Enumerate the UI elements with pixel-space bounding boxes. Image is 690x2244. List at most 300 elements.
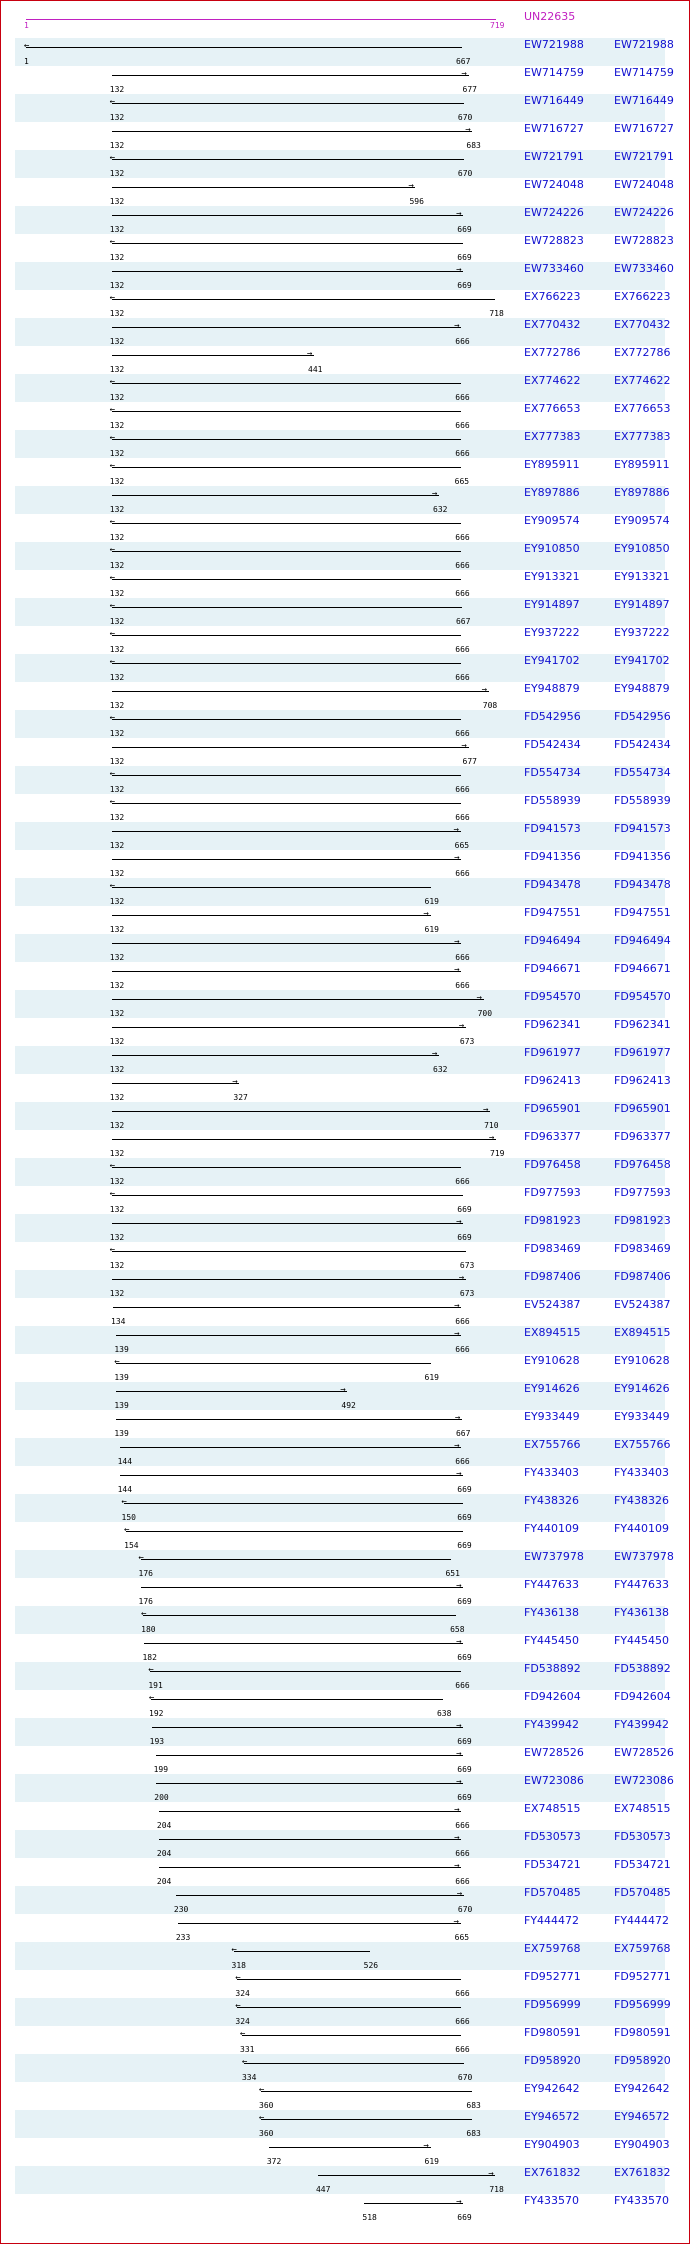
arrow-right-icon: → (456, 265, 462, 275)
arrow-right-icon: → (488, 2169, 494, 2179)
accession-link-secondary[interactable]: EY895911 (614, 458, 670, 471)
arrow-right-icon: → (456, 209, 462, 219)
accession-link[interactable]: FD558939 (524, 794, 581, 807)
accession-link-secondary[interactable]: FD530573 (614, 1830, 671, 1843)
alignment-row (15, 458, 670, 486)
accession-link[interactable]: EX766223 (524, 290, 581, 303)
accession-link[interactable]: FD983469 (524, 1242, 581, 1255)
accession-link[interactable]: EW733460 (524, 262, 584, 275)
accession-link-secondary[interactable]: EW714759 (614, 66, 674, 79)
accession-link[interactable]: EW723086 (524, 1774, 584, 1787)
alignment-bar (116, 1419, 462, 1420)
alignment-bar (112, 411, 462, 412)
alignment-bar (116, 1391, 347, 1392)
alignment-bar (112, 439, 462, 440)
accession-link[interactable]: FY444472 (524, 1914, 580, 1927)
start-position: 132 (109, 701, 125, 710)
accession-link[interactable]: EY910628 (524, 1354, 580, 1367)
alignment-row (15, 710, 671, 738)
accession-link-secondary[interactable]: FD538892 (614, 1662, 671, 1675)
accession-link[interactable]: FY438326 (524, 1494, 580, 1507)
accession-link-secondary[interactable]: EW724048 (614, 178, 674, 191)
accession-link-secondary[interactable]: EX772786 (614, 346, 671, 359)
start-position: 144 (117, 1457, 133, 1466)
end-position: 619 (424, 897, 439, 906)
accession-link[interactable]: FD542434 (524, 738, 581, 751)
accession-link-secondary[interactable]: FY440109 (614, 1522, 670, 1535)
end-position: 658 (450, 1625, 465, 1634)
accession-link-secondary[interactable]: EX759768 (614, 1942, 671, 1955)
alignment-row (15, 794, 671, 822)
arrow-left-icon: ← (259, 2113, 265, 2123)
accession-link[interactable]: EY914626 (524, 1382, 580, 1395)
accession-link-secondary[interactable]: EX777383 (614, 430, 671, 443)
accession-link-secondary[interactable]: EY910628 (614, 1354, 670, 1367)
accession-link[interactable]: EY948879 (524, 682, 580, 695)
accession-link[interactable]: EX772786 (524, 346, 581, 359)
accession-link[interactable]: FD946494 (524, 934, 581, 947)
accession-link[interactable]: FY440109 (524, 1522, 580, 1535)
accession-link[interactable]: FY436138 (524, 1606, 580, 1619)
start-position: 324 (235, 2017, 250, 2026)
alignment-bar (112, 775, 462, 776)
alignment-row (15, 318, 671, 346)
accession-link[interactable]: FY433570 (524, 2194, 580, 2207)
alignment-row (15, 1046, 671, 1074)
end-position: 665 (454, 841, 470, 850)
alignment-bar (237, 2007, 461, 2008)
end-position: 669 (457, 281, 472, 290)
accession-link-secondary[interactable]: EX776653 (614, 402, 671, 415)
accession-link-secondary[interactable]: EW737978 (614, 1550, 674, 1563)
accession-link-secondary[interactable]: FD952771 (614, 1970, 671, 1983)
accession-link-secondary[interactable]: FD941573 (614, 822, 671, 835)
accession-link[interactable]: FY445450 (524, 1634, 580, 1647)
accession-link-secondary[interactable]: EY946572 (614, 2110, 670, 2123)
accession-link[interactable]: EY937222 (524, 626, 580, 639)
accession-link[interactable]: FD946671 (524, 962, 581, 975)
accession-link[interactable]: EX770432 (524, 318, 581, 331)
alignment-bar (112, 1139, 496, 1140)
accession-link[interactable]: FD963377 (524, 1130, 581, 1143)
start-position: 144 (117, 1485, 133, 1494)
end-position: 669 (457, 225, 472, 234)
start-position: 132 (109, 1037, 125, 1046)
alignment-row (15, 1746, 674, 1774)
start-position: 176 (138, 1569, 153, 1578)
accession-link-secondary[interactable]: EW728526 (614, 1746, 674, 1759)
accession-link-secondary[interactable]: FD941356 (614, 850, 671, 863)
end-position: 669 (457, 1765, 472, 1774)
alignment-bar (112, 635, 462, 636)
end-position: 677 (462, 85, 477, 94)
end-position: 619 (424, 1373, 439, 1382)
end-position: 670 (457, 1905, 473, 1914)
alignment-bar (151, 1699, 443, 1700)
accession-link-secondary[interactable]: EX761832 (614, 2166, 671, 2179)
accession-link-secondary[interactable]: EX766223 (614, 290, 671, 303)
accession-link[interactable]: FD965901 (524, 1102, 581, 1115)
alignment-row (15, 1886, 671, 1914)
start-position: 132 (109, 421, 125, 430)
alignment-row (15, 430, 671, 458)
start-position: 230 (173, 1905, 189, 1914)
accession-link-secondary[interactable]: EY904903 (614, 2138, 670, 2151)
accession-link-secondary[interactable]: FY433570 (614, 2194, 670, 2207)
start-position: 132 (109, 477, 125, 486)
alignment-bar (178, 1923, 461, 1924)
start-position: 132 (109, 253, 125, 262)
start-position: 447 (315, 2185, 331, 2194)
arrow-right-icon: → (453, 1917, 460, 1927)
arrow-right-icon: → (456, 1889, 463, 1899)
accession-link-secondary[interactable]: FD570485 (614, 1886, 671, 1899)
end-position: 669 (457, 253, 472, 262)
accession-link[interactable]: EW728526 (524, 1746, 584, 1759)
alignment-bar (112, 1279, 466, 1280)
accession-link-secondary[interactable]: FD956999 (614, 1998, 671, 2011)
start-position: 150 (121, 1513, 136, 1522)
alignment-row (15, 66, 674, 94)
alignment-bar (26, 19, 496, 20)
accession-link-secondary[interactable]: FD961977 (614, 1046, 671, 1059)
alignment-bar (112, 215, 464, 216)
start-position: 139 (114, 1401, 129, 1410)
start-position: 132 (109, 365, 125, 374)
accession-link-secondary[interactable]: EY948879 (614, 682, 670, 695)
start-position: 204 (156, 1849, 172, 1858)
alignment-bar (112, 747, 469, 748)
accession-link-secondary[interactable]: FY445450 (614, 1634, 670, 1647)
alignment-row (15, 962, 671, 990)
accession-link[interactable]: FD538892 (524, 1662, 581, 1675)
accession-link-secondary[interactable]: FY436138 (614, 1606, 670, 1619)
accession-link-secondary[interactable]: EY941702 (614, 654, 670, 667)
start-position: 132 (109, 533, 125, 542)
accession-link-secondary[interactable]: FY447633 (614, 1578, 670, 1591)
arrow-left-icon: ← (109, 433, 116, 443)
accession-link[interactable]: EY904903 (524, 2138, 580, 2151)
accession-link-secondary[interactable]: EY910850 (614, 542, 670, 555)
accession-link[interactable]: FD942604 (524, 1690, 581, 1703)
accession-link[interactable]: EW721988 (524, 38, 584, 51)
accession-link[interactable]: FD542956 (524, 710, 581, 723)
accession-link[interactable]: FY439942 (524, 1718, 580, 1731)
arrow-left-icon: ← (109, 601, 116, 611)
accession-link[interactable]: FD570485 (524, 1886, 581, 1899)
alignment-row (15, 598, 670, 626)
accession-link[interactable]: FD977593 (524, 1186, 581, 1199)
accession-link[interactable]: EY914897 (524, 598, 580, 611)
end-position: 667 (455, 1429, 471, 1438)
arrow-right-icon: → (456, 1581, 462, 1591)
start-position: 132 (109, 981, 125, 990)
accession-link[interactable]: FY447633 (524, 1578, 580, 1591)
accession-link-secondary[interactable]: FD558939 (614, 794, 671, 807)
start-position: 132 (109, 1177, 125, 1186)
accession-link[interactable]: FD987406 (524, 1270, 581, 1283)
alignment-bar (234, 1951, 370, 1952)
accession-link-secondary[interactable]: EW716727 (614, 122, 674, 135)
arrow-right-icon: → (423, 2141, 429, 2151)
alignment-row (15, 2110, 670, 2138)
accession-link-secondary[interactable]: FY438326 (614, 1494, 670, 1507)
accession-link[interactable]: EX748515 (524, 1802, 581, 1815)
accession-link-secondary[interactable]: FD946494 (614, 934, 671, 947)
arrow-left-icon: ← (109, 797, 116, 807)
alignment-row (15, 1242, 671, 1270)
accession-link[interactable]: EY913321 (524, 570, 580, 583)
alignment-bar (112, 243, 464, 244)
accession-link[interactable]: FD962341 (524, 1018, 581, 1031)
accession-link-secondary[interactable]: EY914897 (614, 598, 670, 611)
alignment-row (15, 402, 671, 430)
end-position: 666 (455, 729, 470, 738)
alignment-row (15, 38, 674, 66)
accession-link-secondary[interactable]: FD965901 (614, 1102, 671, 1115)
accession-link[interactable]: FD976458 (524, 1158, 581, 1171)
accession-link-secondary[interactable]: EY913321 (614, 570, 670, 583)
accession-link-secondary[interactable]: FY439942 (614, 1718, 670, 1731)
accession-link-secondary[interactable]: EY933449 (614, 1410, 670, 1423)
end-position: 719 (490, 21, 505, 30)
accession-link-secondary[interactable]: FD980591 (614, 2026, 671, 2039)
accession-link[interactable]: EY909574 (524, 514, 580, 527)
arrow-left-icon: ← (121, 1497, 127, 1507)
accession-link-secondary[interactable]: FD981923 (614, 1214, 671, 1227)
accession-link[interactable]: FD980591 (524, 2026, 581, 2039)
accession-link-secondary[interactable]: EW721988 (614, 38, 674, 51)
end-position: 666 (455, 1345, 470, 1354)
accession-link[interactable]: EW724048 (524, 178, 584, 191)
end-position: 669 (457, 1597, 472, 1606)
accession-link[interactable]: FD554734 (524, 766, 581, 779)
accession-link-secondary[interactable]: FD962341 (614, 1018, 671, 1031)
accession-link-secondary[interactable]: FY444472 (614, 1914, 670, 1927)
start-position: 134 (111, 1317, 126, 1326)
start-position: 200 (154, 1793, 169, 1802)
end-position: 632 (433, 1065, 448, 1074)
start-position: 132 (109, 785, 125, 794)
accession-link[interactable]: EW716727 (524, 122, 584, 135)
end-position: 669 (457, 2213, 472, 2222)
end-position: 669 (457, 1513, 472, 1522)
accession-link[interactable]: EY910850 (524, 542, 580, 555)
alignment-bar (112, 663, 462, 664)
accession-link[interactable]: EY946572 (524, 2110, 580, 2123)
accession-link[interactable]: EV524387 (524, 1298, 581, 1311)
end-position: 492 (341, 1401, 356, 1410)
accession-link-secondary[interactable]: EW716449 (614, 94, 674, 107)
accession-link-secondary[interactable]: EY942642 (614, 2082, 670, 2095)
accession-link-secondary[interactable]: EW721791 (614, 150, 674, 163)
accession-link-secondary[interactable]: EW733460 (614, 262, 674, 275)
accession-link[interactable]: EW737978 (524, 1550, 584, 1563)
arrow-right-icon: → (465, 125, 471, 135)
accession-link-secondary[interactable]: FD542956 (614, 710, 671, 723)
accession-link[interactable]: EX777383 (524, 430, 581, 443)
accession-link[interactable]: EW724226 (524, 206, 584, 219)
alignment-row (15, 290, 671, 318)
alignment-bar (112, 551, 462, 552)
accession-link-secondary[interactable]: FY433403 (614, 1466, 670, 1479)
accession-link-secondary[interactable]: FD963377 (614, 1130, 671, 1143)
alignment-row (15, 542, 670, 570)
start-position: 139 (114, 1373, 129, 1382)
end-position: 677 (462, 757, 477, 766)
alignment-bar (112, 1223, 464, 1224)
accession-link[interactable]: FD961977 (524, 1046, 581, 1059)
accession-link[interactable]: FD943478 (524, 878, 581, 891)
start-position: 192 (149, 1709, 164, 1718)
accession-link[interactable]: EW728823 (524, 234, 584, 247)
alignment-bar (156, 1755, 464, 1756)
accession-link-secondary[interactable]: EX770432 (614, 318, 671, 331)
arrow-left-icon: ← (109, 573, 116, 583)
accession-link[interactable]: EX776653 (524, 402, 581, 415)
alignment-bar (112, 1111, 490, 1112)
accession-link-secondary[interactable]: FD946671 (614, 962, 671, 975)
accession-link-secondary[interactable]: EY914626 (614, 1382, 670, 1395)
accession-link[interactable]: EW716449 (524, 94, 584, 107)
arrow-left-icon: ← (109, 153, 116, 163)
accession-link[interactable]: FD534721 (524, 1858, 581, 1871)
alignment-bar (112, 859, 462, 860)
accession-link[interactable]: EX759768 (524, 1942, 581, 1955)
end-position: 666 (455, 645, 470, 654)
accession-link[interactable]: EY933449 (524, 1410, 580, 1423)
accession-link[interactable]: FD530573 (524, 1830, 581, 1843)
arrow-right-icon: → (476, 993, 482, 1003)
alignment-bar (120, 1447, 462, 1448)
accession-link[interactable]: FD941356 (524, 850, 581, 863)
end-position: 666 (455, 673, 470, 682)
accession-link[interactable]: EX774622 (524, 374, 581, 387)
end-position: 665 (454, 477, 470, 486)
alignment-bar (244, 2063, 464, 2064)
alignment-row (15, 1690, 671, 1718)
accession-link[interactable]: FD941573 (524, 822, 581, 835)
accession-link-secondary[interactable]: EY897886 (614, 486, 670, 499)
accession-link-secondary[interactable]: FD958920 (614, 2054, 671, 2067)
start-position: 132 (109, 1121, 125, 1130)
accession-link-secondary[interactable]: FD542434 (614, 738, 671, 751)
alignment-bar (116, 1335, 461, 1336)
alignment-bar (112, 607, 462, 608)
accession-link[interactable]: FD981923 (524, 1214, 581, 1227)
start-position: 132 (109, 673, 125, 682)
accession-link[interactable]: FD954570 (524, 990, 581, 1003)
accession-link-secondary[interactable]: FD942604 (614, 1690, 671, 1703)
accession-link[interactable]: FD962413 (524, 1074, 581, 1087)
arrow-left-icon: ← (109, 1189, 116, 1199)
alignment-row (15, 1466, 670, 1494)
end-position: 669 (457, 1485, 472, 1494)
accession-link-secondary[interactable]: FD554734 (614, 766, 671, 779)
accession-link-secondary[interactable]: FD983469 (614, 1242, 671, 1255)
end-position: 666 (455, 449, 470, 458)
accession-link[interactable]: FY433403 (524, 1466, 580, 1479)
arrow-left-icon: ← (149, 1693, 155, 1703)
accession-link[interactable]: EY942642 (524, 2082, 580, 2095)
accession-link[interactable]: FD958920 (524, 2054, 581, 2067)
end-position: 669 (457, 1793, 472, 1802)
accession-link-secondary[interactable]: FD947551 (614, 906, 671, 919)
start-position: 360 (259, 2101, 274, 2110)
accession-link-secondary[interactable]: EV524387 (614, 1298, 671, 1311)
arrow-right-icon: → (454, 1861, 460, 1871)
arrow-right-icon: → (454, 1301, 460, 1311)
accession-link[interactable]: EX761832 (524, 2166, 581, 2179)
accession-link-secondary[interactable]: EX755766 (614, 1438, 671, 1451)
start-position: 132 (109, 1065, 125, 1074)
start-position: 360 (259, 2129, 274, 2138)
alignment-row (15, 1858, 671, 1886)
alignment-row (15, 1606, 670, 1634)
accession-link-secondary[interactable]: FD962413 (614, 1074, 671, 1087)
start-position: 1 (24, 57, 29, 66)
accession-link-secondary[interactable]: EW723086 (614, 1774, 674, 1787)
alignment-row (15, 122, 674, 150)
accession-link-secondary[interactable]: EY909574 (614, 514, 670, 527)
accession-link[interactable]: EX894515 (524, 1326, 581, 1339)
reference-id-link[interactable]: UN22635 (524, 10, 576, 23)
accession-link[interactable]: EY895911 (524, 458, 580, 471)
start-position: 132 (109, 897, 125, 906)
accession-link[interactable]: FD952771 (524, 1970, 581, 1983)
alignment-bar (318, 2175, 495, 2176)
alignment-bar (112, 691, 489, 692)
accession-link-secondary[interactable]: FD943478 (614, 878, 671, 891)
arrow-left-icon: ← (259, 2085, 265, 2095)
arrow-right-icon: → (454, 1329, 460, 1339)
accession-link-secondary[interactable]: FD534721 (614, 1858, 671, 1871)
start-position: 199 (153, 1765, 169, 1774)
accession-link[interactable]: EX755766 (524, 1438, 581, 1451)
alignment-row (15, 1074, 671, 1102)
alignment-row (15, 1662, 671, 1690)
accession-link-secondary[interactable]: EY937222 (614, 626, 670, 639)
accession-link[interactable]: EW721791 (524, 150, 584, 163)
accession-link-secondary[interactable]: EX774622 (614, 374, 671, 387)
alignment-row (15, 626, 670, 654)
accession-link-secondary[interactable]: EW724226 (614, 206, 674, 219)
accession-link[interactable]: EW714759 (524, 66, 584, 79)
end-position: 666 (455, 1177, 470, 1186)
arrow-left-icon: ← (109, 377, 116, 387)
accession-link-secondary[interactable]: FD954570 (614, 990, 671, 1003)
alignment-bar (159, 1839, 461, 1840)
alignment-bar (112, 159, 464, 160)
arrow-right-icon: → (454, 1805, 460, 1815)
accession-link[interactable]: FD956999 (524, 1998, 581, 2011)
alignment-bar (112, 1083, 240, 1084)
accession-link-secondary[interactable]: FD976458 (614, 1158, 671, 1171)
accession-link-secondary[interactable]: FD987406 (614, 1270, 671, 1283)
alignment-bar (112, 383, 462, 384)
arrow-right-icon: → (483, 1105, 489, 1115)
accession-link-secondary[interactable]: EX748515 (614, 1802, 671, 1815)
accession-link[interactable]: FD947551 (524, 906, 581, 919)
accession-link-secondary[interactable]: FD977593 (614, 1186, 671, 1199)
accession-link[interactable]: EY941702 (524, 654, 580, 667)
accession-link-secondary[interactable]: EW728823 (614, 234, 674, 247)
alignment-row (15, 2026, 671, 2054)
accession-link-secondary[interactable]: EX894515 (614, 1326, 671, 1339)
end-position: 666 (455, 1849, 470, 1858)
accession-link[interactable]: EY897886 (524, 486, 580, 499)
alignment-bar (112, 719, 462, 720)
